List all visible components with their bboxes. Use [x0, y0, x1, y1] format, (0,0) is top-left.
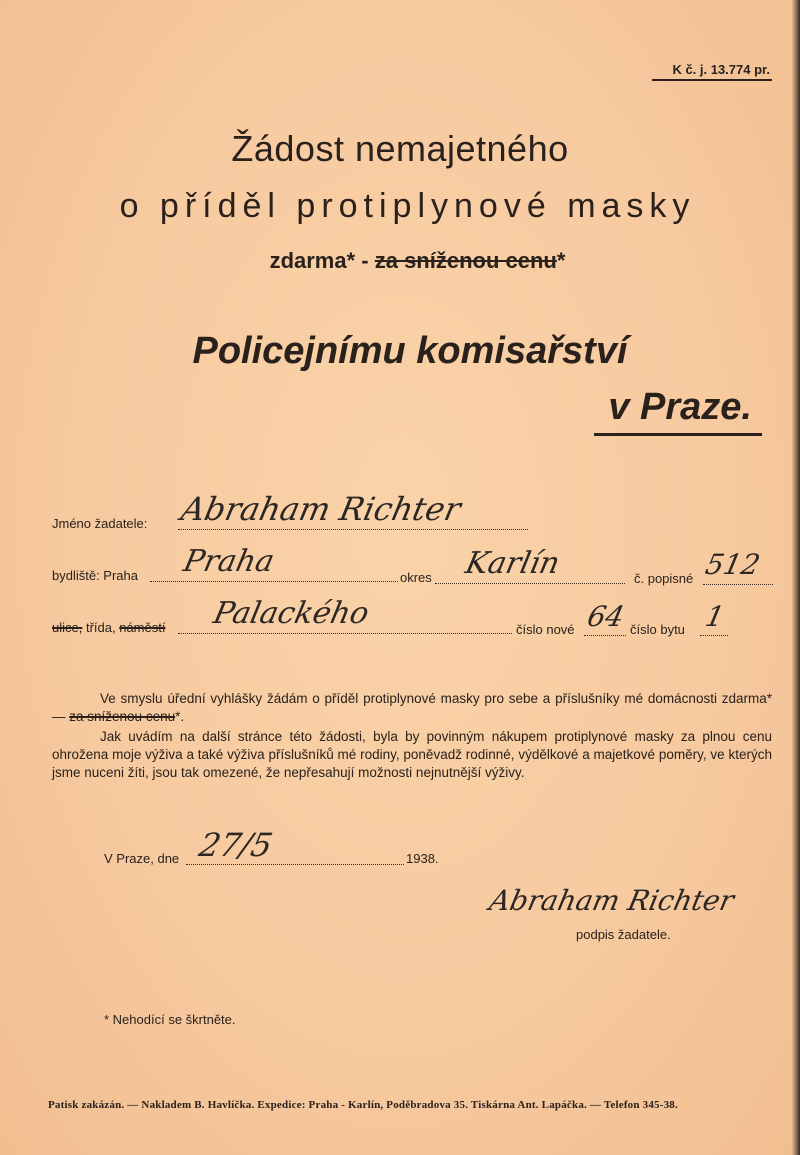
- para2-text: Jak uvádím na další stránce této žádosti, byla by povinným nákupem protiplynové masky za plnou cenu ohrožena moje výživa a také výživa příslušníků mé rodiny, poněvadž rodinné, výdělkové a majetkové poměry, ve kterých jsme nuceni žíti, jsou tak omezené, že nepřesahují možnosti nejnutnější výživy.: [52, 729, 772, 780]
- para1-struck-reduced: za sníženou cenu: [69, 709, 176, 724]
- title-line-2: o příděl protiplynové masky: [119, 187, 696, 225]
- footnote: * Nehodící se škrtněte.: [104, 1012, 236, 1027]
- date-handwritten: 27/5: [195, 826, 276, 864]
- paper-edge: [792, 0, 800, 1155]
- title-line-1: Žádost nemajetného: [231, 128, 569, 169]
- recipient-office: Policejnímu komisařství: [192, 330, 628, 372]
- recipient-city: v Praze.: [594, 386, 762, 436]
- printer-imprint: Patisk zakázán. — Nakladem B. Havlíčka. Expedice: Praha - Karlín, Poděbradova 35. Tiskárna Ant. Lapáčka. — Telefon 345-38.: [48, 1099, 678, 1111]
- district-handwritten: Karlín: [462, 546, 563, 581]
- title-asterisk: *: [556, 248, 566, 273]
- flat-number-handwritten: 1: [702, 600, 728, 633]
- street-label: [52, 620, 165, 635]
- street-dotted-line: [178, 632, 512, 634]
- signature-label: podpis žadatele.: [576, 927, 671, 942]
- name-dotted-line: [178, 528, 528, 530]
- name-handwritten: Abraham Richter: [177, 490, 465, 528]
- year-label: 1938.: [406, 851, 439, 866]
- residence-handwritten: Praha: [180, 544, 278, 579]
- request-paragraph-2: [52, 728, 772, 782]
- para1-end: *.: [175, 709, 185, 724]
- residence-dotted-line: [150, 580, 398, 582]
- new-number-label: číslo nové: [516, 622, 575, 637]
- para1-text: Ve smyslu úřední vyhlášky žádám o příděl protiplynové masky pro sebe a příslušníky mé domácnosti zdarma* —: [52, 691, 772, 724]
- house-number-label: č. popisné: [634, 571, 694, 586]
- title-option-reduced-struck: za sníženou cenu: [374, 248, 557, 273]
- request-paragraph-1: [52, 690, 772, 726]
- new-number-handwritten: 64: [584, 600, 628, 633]
- title-line-3: [0, 248, 800, 274]
- flat-number-label: číslo bytu: [630, 622, 685, 637]
- street-handwritten: Palackého: [210, 596, 373, 631]
- district-dotted-line: [435, 582, 625, 584]
- street-label-trida: třída,: [82, 620, 120, 635]
- new-number-dotted-line: [584, 634, 626, 636]
- residence-label: bydliště: Praha: [52, 568, 138, 583]
- title-option-free: zdarma* -: [269, 248, 375, 273]
- street-label-namesti-struck: náměstí: [119, 620, 166, 635]
- applicant-signature: Abraham Richter: [486, 884, 737, 917]
- house-number-dotted-line: [703, 583, 773, 585]
- street-label-ulice-struck: ulice,: [52, 620, 83, 635]
- date-label: V Praze, dne: [104, 851, 180, 866]
- reference-number: K č. j. 13.774 pr.: [652, 62, 772, 81]
- house-number-handwritten: 512: [702, 548, 763, 581]
- name-label: Jméno žadatele:: [52, 516, 148, 531]
- district-label: okres: [400, 570, 432, 585]
- flat-number-dotted-line: [700, 634, 728, 636]
